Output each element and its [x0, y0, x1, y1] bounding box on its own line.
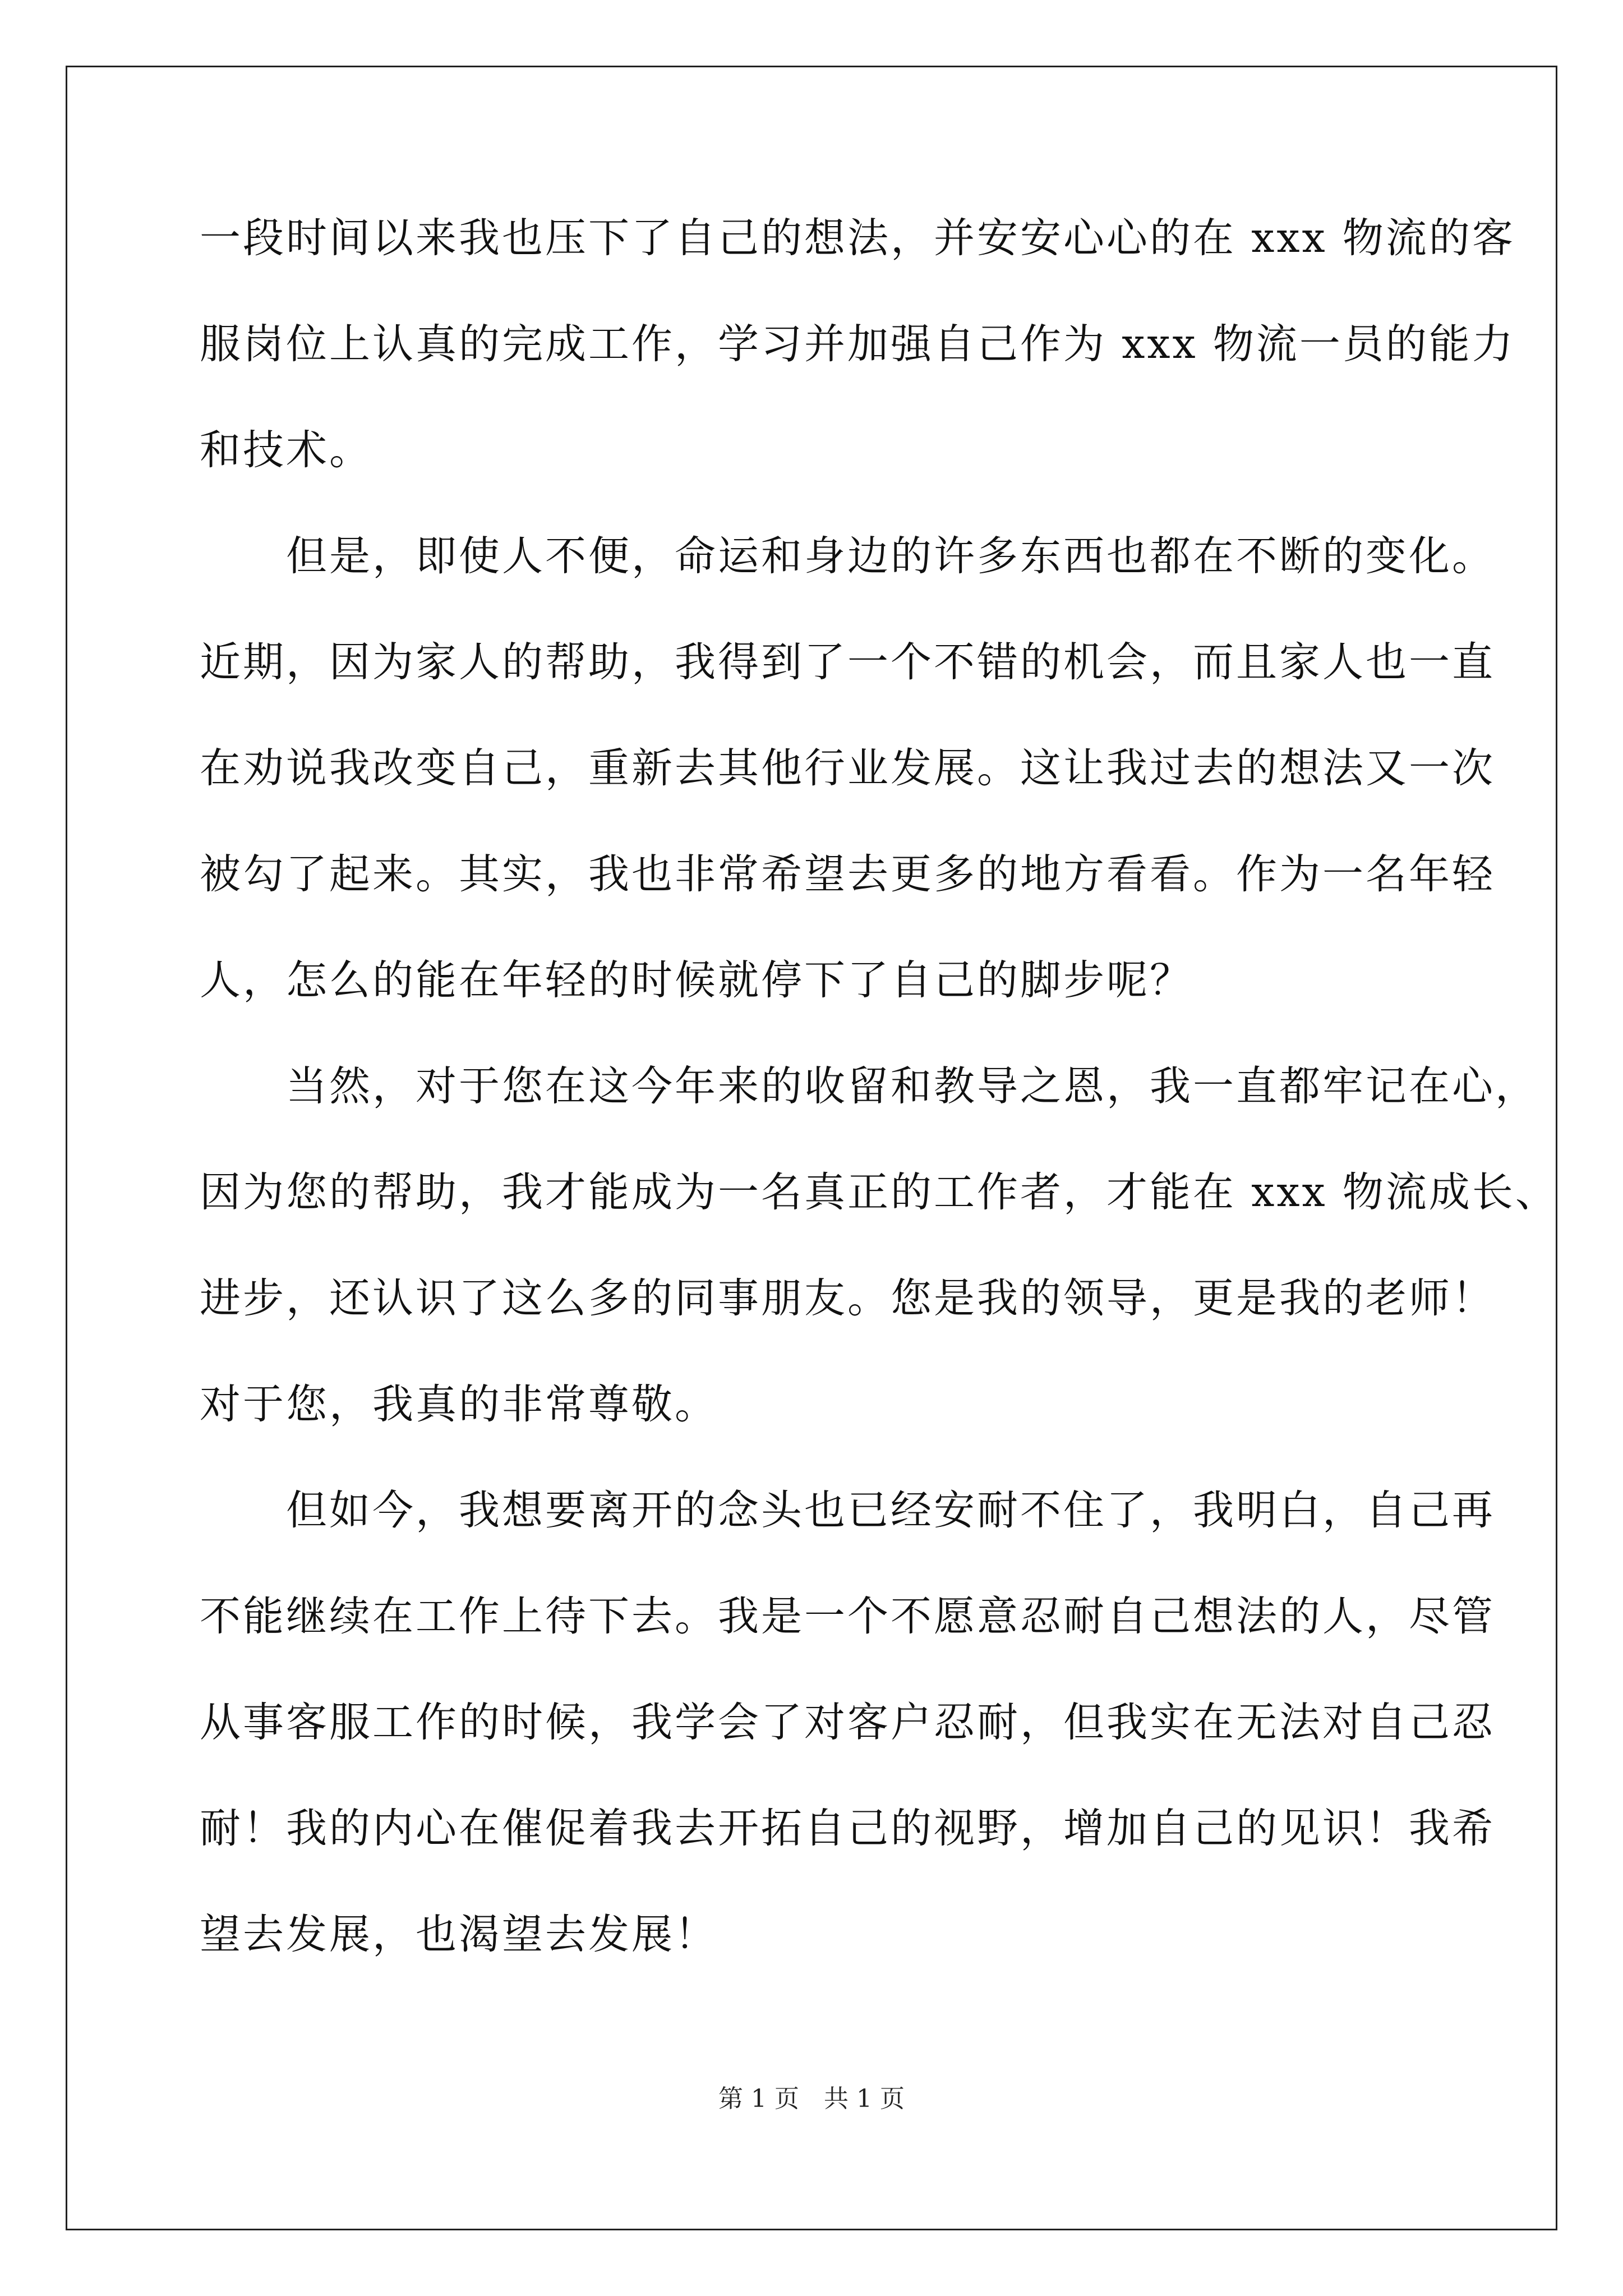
- text-line: 不能继续在工作上待下去。我是一个不愿意忍耐自己想法的人，尽管: [200, 1593, 1495, 1640]
- text-line: 对于您，我真的非常尊敬。: [200, 1381, 718, 1428]
- text-line: 耐！我的内心在催促着我去开拓自己的视野，增加自己的见识！我希: [200, 1805, 1495, 1852]
- text-line: 和技术。: [200, 426, 372, 474]
- text-line: 从事客服工作的时候，我学会了对客户忍耐，但我实在无法对自己忍: [200, 1699, 1495, 1746]
- text-line: 服岗位上认真的完成工作，学习并加强自己作为 xxx 物流一员的能力: [200, 320, 1515, 368]
- text-line: 当然，对于您在这今年来的收留和教导之恩，我一直都牢记在心，: [200, 1062, 1538, 1110]
- text-line: 一段时间以来我也压下了自己的想法，并安安心心的在 xxx 物流的客: [200, 214, 1515, 262]
- page-footer: 第 1 页 共 1 页: [718, 2085, 905, 2113]
- text-line: 望去发展，也渴望去发展！: [200, 1911, 718, 1958]
- text-line: 在劝说我改变自己，重新去其他行业发展。这让我过去的想法又一次: [200, 744, 1495, 792]
- text-line: 因为您的帮助，我才能成为一名真正的工作者，才能在 xxx 物流成长、: [200, 1168, 1559, 1216]
- text-line: 人，怎么的能在年轻的时候就停下了自己的脚步呢？: [200, 956, 1193, 1004]
- text-line: 被勾了起来。其实，我也非常希望去更多的地方看看。作为一名年轻: [200, 850, 1495, 898]
- text-line: 进步，还认识了这么多的同事朋友。您是我的领导，更是我的老师！: [200, 1274, 1495, 1322]
- text-line: 但是，即使人不便，命运和身边的许多东西也都在不断的变化。: [200, 532, 1495, 580]
- text-line: 近期，因为家人的帮助，我得到了一个不错的机会，而且家人也一直: [200, 638, 1495, 686]
- text-line: 但如今，我想要离开的念头也已经安耐不住了，我明白，自己再: [200, 1487, 1495, 1534]
